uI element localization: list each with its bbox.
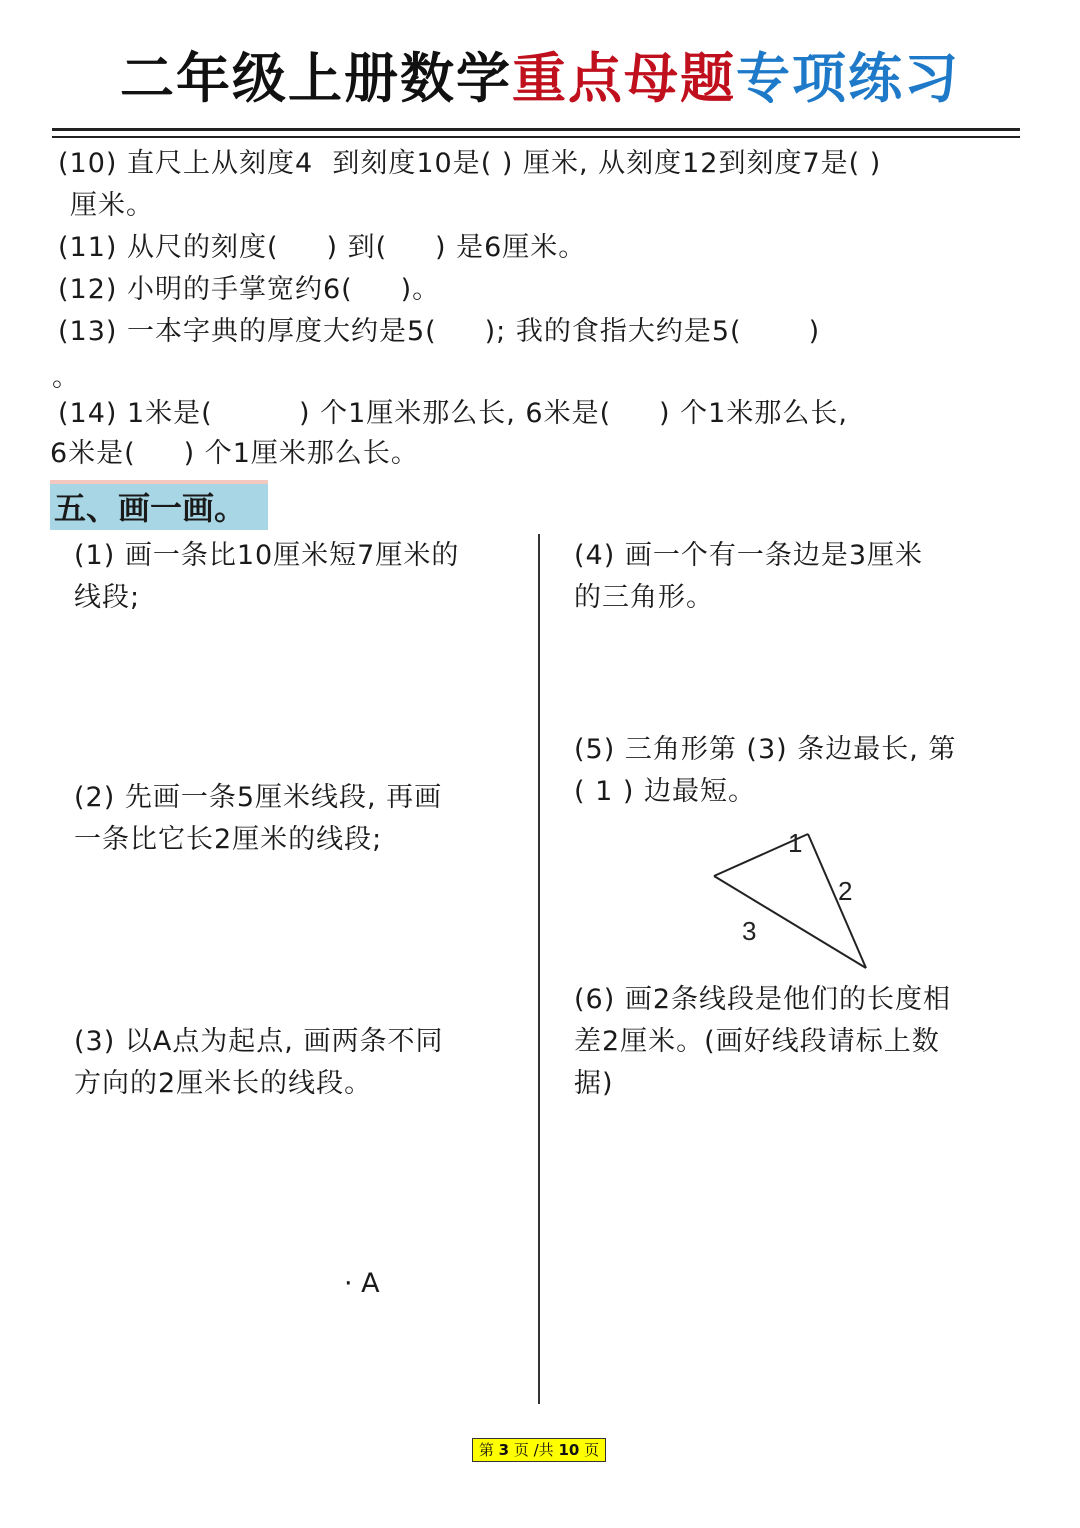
draw-question-2-line-2: 一条比它长2厘米的线段; xyxy=(74,824,383,855)
point-a-label: · A xyxy=(344,1268,380,1299)
question-14-line-1: (14) 1米是( ) 个1厘米那么长, 6米是( ) 个1米那么长, xyxy=(58,398,848,429)
column-divider xyxy=(538,534,540,1404)
draw-question-2-line-1: (2) 先画一条5厘米线段, 再画 xyxy=(74,782,443,813)
title-part-practice: 专项练习 xyxy=(736,46,960,110)
draw-question-4-line-2: 的三角形。 xyxy=(574,582,714,613)
draw-question-6-line-2: 差2厘米。(画好线段请标上数 xyxy=(574,1026,940,1057)
section-5-heading-text: 五、画一画。 xyxy=(54,489,247,527)
page-title xyxy=(0,42,1080,114)
draw-question-5-line-1: (5) 三角形第 (3) 条边最长, 第 xyxy=(574,734,957,765)
section-5-heading xyxy=(50,480,268,530)
question-10-line-1: (10) 直尺上从刻度4 到刻度10是( ) 厘米, 从刻度12到刻度7是( ) xyxy=(58,148,882,179)
question-13-line-1: (13) 一本字典的厚度大约是5( ); 我的食指大约是5( ) xyxy=(58,316,821,347)
draw-question-6-line-1: (6) 画2条线段是他们的长度相 xyxy=(574,984,952,1015)
question-11: (11) 从尺的刻度( ) 到( ) 是6厘米。 xyxy=(58,232,587,263)
triangle-label-3: 3 xyxy=(742,916,757,946)
page-prefix: 第 xyxy=(478,1441,499,1459)
question-12: (12) 小明的手掌宽约6( )。 xyxy=(58,274,441,305)
draw-question-4-line-1: (4) 画一个有一条边是3厘米 xyxy=(574,540,924,571)
page-middle: 页 /共 xyxy=(509,1441,559,1459)
page-suffix: 页 xyxy=(579,1441,600,1459)
question-10-line-2: 厘米。 xyxy=(70,190,154,221)
question-13-line-2: 。 xyxy=(52,362,80,393)
title-underline-thin xyxy=(52,136,1020,138)
triangle-label-1: 1 xyxy=(788,828,803,858)
draw-question-5-line-2: ( 1 ) 边最短。 xyxy=(574,776,756,807)
draw-question-6-line-3: 据) xyxy=(574,1068,614,1099)
question-14-line-2: 6米是( ) 个1厘米那么长。 xyxy=(50,438,419,469)
triangle-label-2: 2 xyxy=(838,876,853,906)
draw-question-1-line-1: (1) 画一条比10厘米短7厘米的 xyxy=(74,540,460,571)
title-underline-thick xyxy=(52,128,1020,131)
draw-question-1-line-2: 线段; xyxy=(74,582,141,613)
page-indicator xyxy=(472,1438,606,1462)
title-part-grade: 二年级上册数学 xyxy=(120,46,512,110)
triangle-diagram xyxy=(700,820,900,980)
title-part-key: 重点母题 xyxy=(512,46,736,110)
total-page-number: 10 xyxy=(558,1441,580,1459)
draw-question-3-line-2: 方向的2厘米长的线段。 xyxy=(74,1068,373,1099)
triangle-side-2 xyxy=(808,834,866,968)
current-page-number: 3 xyxy=(498,1441,510,1459)
draw-question-3-line-1: (3) 以A点为起点, 画两条不同 xyxy=(74,1026,444,1057)
